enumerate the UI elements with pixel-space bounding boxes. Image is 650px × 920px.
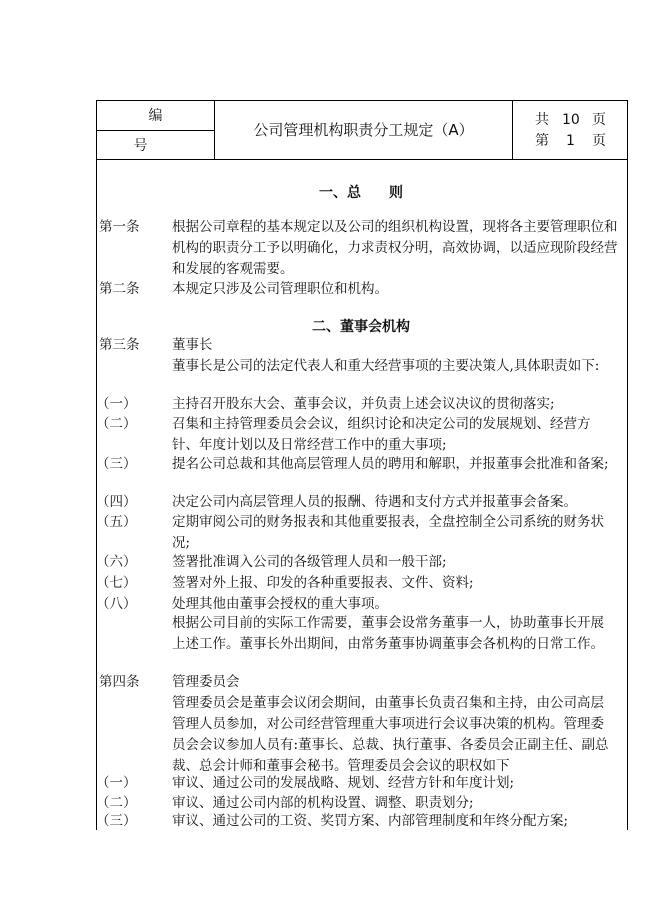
a3-item-no: （五）: [96, 514, 137, 530]
article-1-label: 第一条: [99, 219, 140, 235]
a4-item-text: 审议、通过公司的工资、奖罚方案、内部管理制度和年终分配方案;: [172, 813, 569, 829]
article-4-label: 第四条: [99, 674, 140, 690]
a3-item-text: 主持召开股东大会、董事会议，并负责上述会议决议的贯彻落实;: [172, 396, 555, 412]
a3-item-no: （一）: [96, 396, 137, 412]
a3-item-text: 提名公司总裁和其他高层管理人员的聘用和解职，并报董事会批准和备案;: [172, 456, 609, 472]
a3-item-text: 处理其他由董事会授权的重大事项。: [172, 596, 388, 612]
document-title: 公司管理机构职责分工规定（A）: [253, 121, 474, 139]
total-pages-prefix: 共: [535, 112, 549, 128]
current-page: [513, 127, 626, 156]
a3-item-no: （四）: [96, 494, 137, 510]
article-3-intro: 董事长是公司的法定代表人和重大经营事项的主要决策人,具体职责如下:: [172, 358, 600, 374]
a3-item-text: 定期审阅公司的财务报表和其他重要报表，全盘控制全公司系统的财务状况;: [172, 514, 604, 551]
total-pages-unit: 页: [592, 112, 606, 128]
a3-item-no: （三）: [96, 456, 137, 472]
a3-item-no: （八）: [96, 596, 137, 612]
article-4-intro: 管理委员会是董事会议闭会期间，由董事长负责召集和主持，由公司高层管理人员参加，对公司经营管理重大事项进行会议事决策的机构。管理委员会会议参加人员有:董事长、总裁、执行董事、各委员会正副主任、副总裁、总会计师和董事会秘书。管理委员会会议的职权如下: [172, 695, 609, 774]
article-2-text: 本规定只涉及公司管理职位和机构。: [172, 281, 388, 297]
a4-item-text: 审议、通过公司的发展战略、规划、经营方针和年度计划;: [172, 775, 515, 791]
a4-item-text: 审议、通过公司内部的机构设置、调整、职责划分;: [172, 795, 474, 811]
a3-item-no: （六）: [96, 554, 137, 570]
article-3-note: 根据公司目前的实际工作需要，董事会设常务董事一人，协助董事长开展上述工作。董事长外出期间，由常务董事协调董事会各机构的日常工作。: [172, 615, 604, 652]
current-page-value: 1: [566, 133, 575, 149]
a4-item-no: （二）: [96, 795, 137, 811]
a3-item-no: （二）: [96, 416, 137, 432]
a3-item-text: 召集和主持管理委员会会议，组织讨论和决定公司的发展规划、经营方针、年度计划以及日常经营工作中的重大事项;: [172, 416, 591, 453]
section-board-heading: 二、董事会机构: [312, 319, 410, 335]
current-page-prefix: 第: [535, 133, 549, 149]
serial-number-label: 编号: [133, 108, 193, 154]
current-page-unit: 页: [592, 133, 606, 149]
article-2-label: 第二条: [99, 281, 140, 297]
a4-item-no: （一）: [96, 775, 137, 791]
section-general-heading: 一、总 则: [319, 185, 403, 201]
a3-item-text: 签署批准调入公司的各级管理人员和一般干部;: [172, 554, 447, 570]
article-3-label: 第三条: [99, 337, 140, 353]
a3-item-no: （七）: [96, 575, 137, 591]
a3-item-text: 签署对外上报、印发的各种重要报表、文件、资料;: [172, 575, 474, 591]
article-1-text: 根据公司章程的基本规定以及公司的组织机构设置，现将各主要管理职位和机构的职责分工予以明确化，力求责权分明，高效协调，以适应现阶段经营和发展的客观需要。: [172, 219, 618, 277]
a4-item-no: （三）: [96, 813, 137, 829]
total-pages-value: 10: [562, 112, 580, 128]
article-4-title: 管理委员会: [172, 674, 240, 690]
article-3-title: 董事长: [172, 337, 213, 353]
a3-item-text: 决定公司内高层管理人员的报酬、待遇和支付方式并报董事会备案。: [172, 494, 577, 510]
